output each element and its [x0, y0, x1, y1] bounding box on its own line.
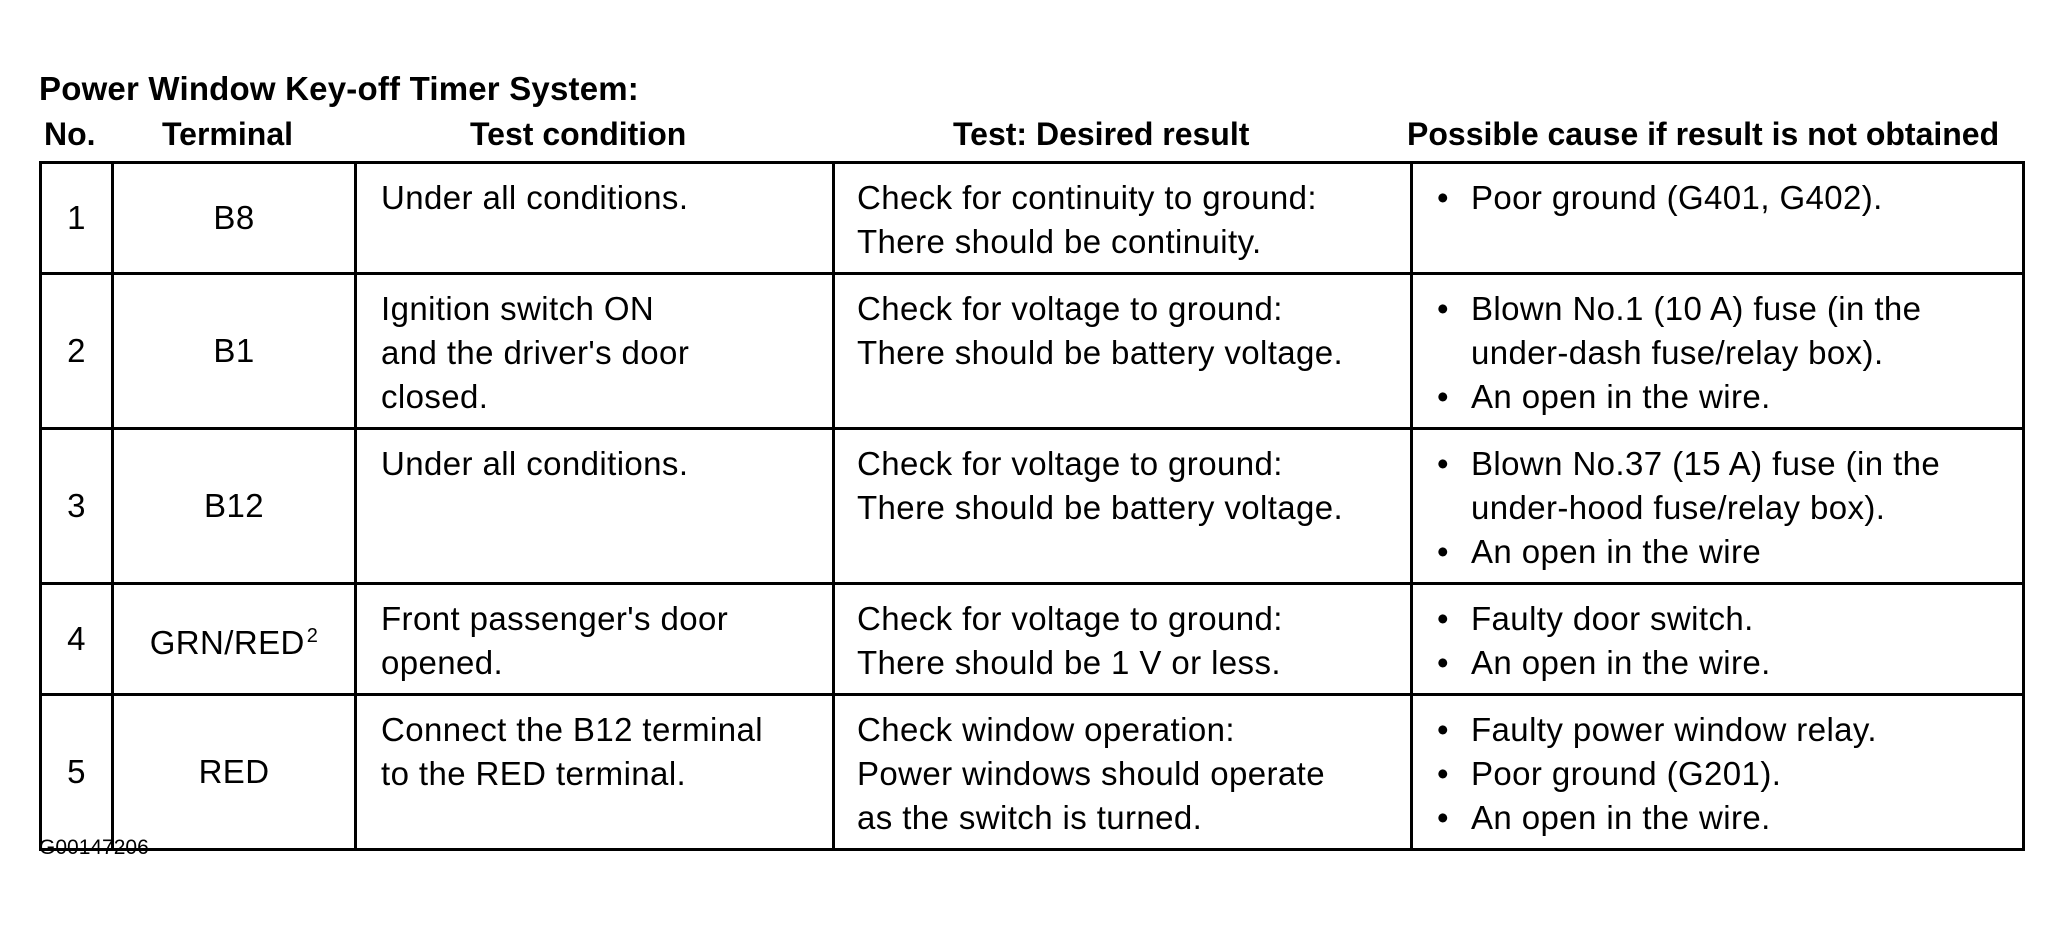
cell-test-condition	[356, 695, 834, 850]
cause-line	[1437, 708, 2018, 752]
cell-test-condition	[356, 584, 834, 695]
header-desired-result: Test: Desired result	[953, 116, 1250, 152]
result-line: as the switch is turned.	[857, 799, 1203, 836]
cell-no: 5	[41, 695, 113, 850]
cell-test-condition	[356, 274, 834, 429]
cell-terminal	[113, 584, 356, 695]
result-line: There should be battery voltage.	[857, 489, 1344, 526]
cause-line	[1437, 287, 2018, 331]
cell-desired-result	[834, 163, 1412, 274]
table-row	[41, 695, 2024, 850]
table-row	[41, 429, 2024, 584]
cell-desired-result	[834, 274, 1412, 429]
result-line: Check for voltage to ground:	[857, 290, 1283, 327]
cause-line	[1437, 796, 2018, 840]
condition-line: Connect the B12 terminal	[381, 711, 763, 748]
table-row	[41, 584, 2024, 695]
bullet-icon: •	[1437, 445, 1449, 482]
condition-line: Under all conditions.	[381, 179, 689, 216]
bullet-icon: •	[1437, 378, 1449, 415]
table-row	[41, 163, 2024, 274]
result-line: There should be battery voltage.	[857, 334, 1344, 371]
cell-terminal	[113, 163, 356, 274]
cell-no: 3	[41, 429, 113, 584]
cell-possible-cause	[1412, 274, 2024, 429]
result-line: Check for voltage to ground:	[857, 600, 1283, 637]
condition-line: closed.	[381, 378, 489, 415]
cause-line	[1437, 375, 2018, 419]
test-table	[39, 161, 2025, 851]
result-line: There should be 1 V or less.	[857, 644, 1281, 681]
bullet-icon: •	[1437, 799, 1449, 836]
terminal-label: RED	[198, 753, 270, 790]
condition-line: to the RED terminal.	[381, 755, 687, 792]
cause-text: Faulty door switch.	[1471, 600, 1754, 637]
cause-text: Faulty power window relay.	[1471, 711, 1877, 748]
cause-line	[1437, 331, 2018, 375]
cause-text: under-dash fuse/relay box).	[1471, 334, 1884, 371]
bullet-icon: •	[1437, 533, 1449, 570]
cause-text: Poor ground (G201).	[1471, 755, 1782, 792]
result-line: Power windows should operate	[857, 755, 1325, 792]
bullet-icon: •	[1437, 711, 1449, 748]
cell-possible-cause	[1412, 695, 2024, 850]
cell-desired-result	[834, 695, 1412, 850]
terminal-label: GRN/RED	[149, 623, 305, 661]
cell-test-condition	[356, 429, 834, 584]
bullet-icon: •	[1437, 755, 1449, 792]
cause-text: An open in the wire.	[1471, 378, 1771, 415]
cause-text: An open in the wire	[1471, 533, 1762, 570]
cell-terminal	[113, 429, 356, 584]
cause-text: under-hood fuse/relay box).	[1471, 489, 1886, 526]
cell-no: 1	[41, 163, 113, 274]
bullet-icon: •	[1437, 644, 1449, 681]
cell-no: 2	[41, 274, 113, 429]
cause-line	[1437, 176, 2018, 220]
header-possible-cause: Possible cause if result is not obtained	[1407, 116, 2000, 152]
terminal-label: B12	[204, 487, 264, 524]
cause-line	[1437, 486, 2018, 530]
bullet-icon: •	[1437, 179, 1449, 216]
result-line: Check window operation:	[857, 711, 1235, 748]
cause-text: Blown No.1 (10 A) fuse (in the	[1471, 290, 1922, 327]
result-line: Check for continuity to ground:	[857, 179, 1317, 216]
terminal-label: B8	[213, 199, 255, 236]
figure-code: G00147206	[39, 836, 149, 859]
header-no: No.	[44, 116, 96, 152]
cause-line	[1437, 442, 2018, 486]
result-line: There should be continuity.	[857, 223, 1262, 260]
cell-desired-result	[834, 584, 1412, 695]
cell-no: 4	[41, 584, 113, 695]
header-test-condition: Test condition	[470, 116, 687, 152]
cause-text: Poor ground (G401, G402).	[1471, 179, 1883, 216]
cell-possible-cause	[1412, 584, 2024, 695]
table-row	[41, 274, 2024, 429]
header-terminal: Terminal	[162, 116, 293, 152]
condition-line: Ignition switch ON	[381, 290, 655, 327]
condition-line: opened.	[381, 644, 504, 681]
table-title: Power Window Key-off Timer System:	[39, 70, 639, 107]
cause-line	[1437, 597, 2018, 641]
cause-line	[1437, 752, 2018, 796]
cell-terminal	[113, 695, 356, 850]
terminal-label: B1	[213, 332, 255, 369]
cell-possible-cause	[1412, 429, 2024, 584]
cell-test-condition	[356, 163, 834, 274]
condition-line: Front passenger's door	[381, 600, 729, 637]
cause-text: An open in the wire.	[1471, 644, 1771, 681]
test-table-body	[41, 163, 2024, 850]
cause-text: Blown No.37 (15 A) fuse (in the	[1471, 445, 1941, 482]
condition-line: and the driver's door	[381, 334, 690, 371]
condition-line: Under all conditions.	[381, 445, 689, 482]
cell-terminal	[113, 274, 356, 429]
bullet-icon: •	[1437, 600, 1449, 637]
cause-line	[1437, 530, 2018, 574]
terminal-footnote-mark: 2	[306, 624, 319, 647]
cause-line	[1437, 641, 2018, 685]
cell-desired-result	[834, 429, 1412, 584]
cause-text: An open in the wire.	[1471, 799, 1771, 836]
cell-possible-cause	[1412, 163, 2024, 274]
bullet-icon: •	[1437, 290, 1449, 327]
result-line: Check for voltage to ground:	[857, 445, 1283, 482]
